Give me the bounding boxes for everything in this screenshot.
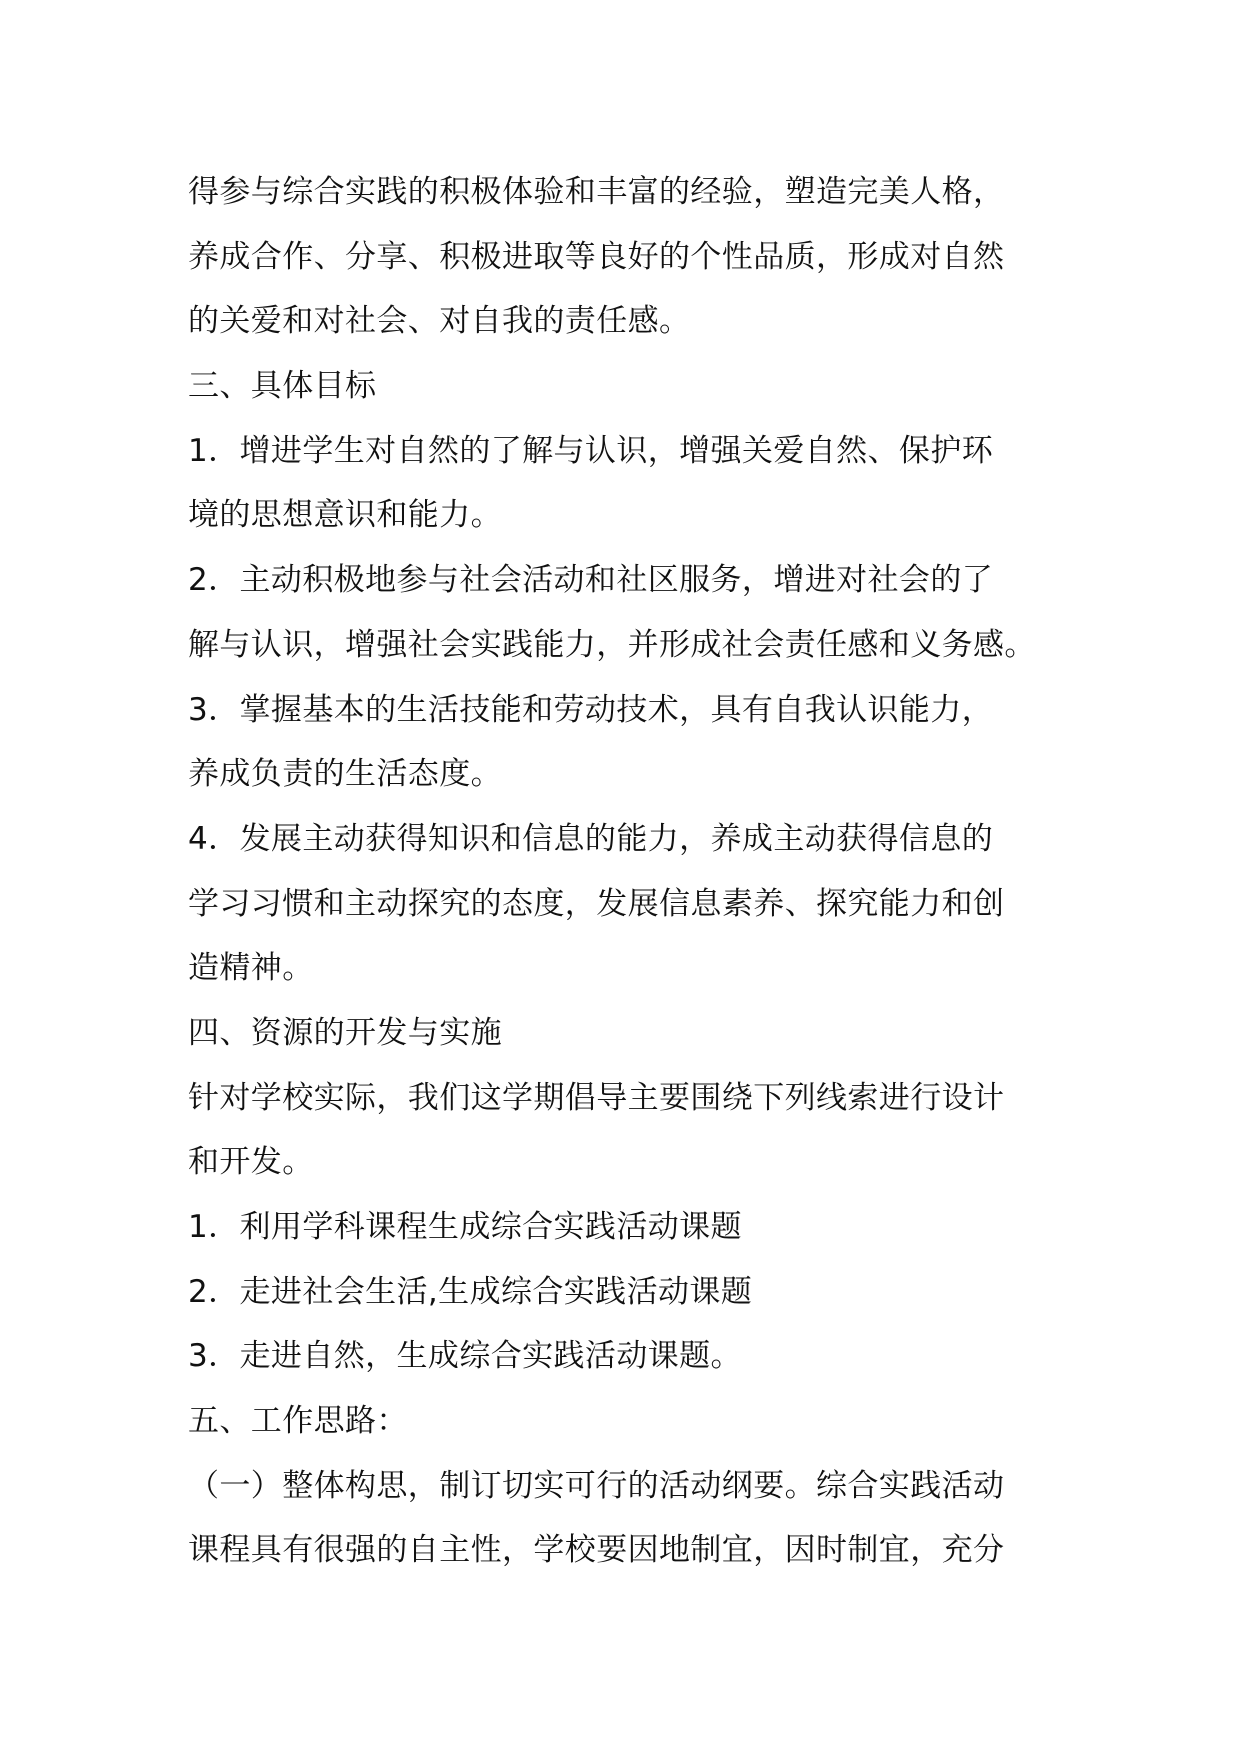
text-line: 造精神。 [188,950,314,987]
text-line: 2．主动积极地参与社会活动和社区服务，增进对社会的了 [188,562,994,599]
section-heading: 三、具体目标 [188,368,377,405]
text-line: 3．走进自然，生成综合实践活动课题。 [188,1338,742,1375]
section-heading: 四、资源的开发与实施 [188,1014,502,1051]
text-line: 和开发。 [188,1144,314,1181]
text-line: 课程具有很强的自主性，学校要因地制宜，因时制宜，充分 [188,1532,1005,1569]
text-line: 养成合作、分享、积极进取等良好的个性品质，形成对自然 [188,238,1005,275]
text-line: 得参与综合实践的积极体验和丰富的经验，塑造完美人格， [188,174,1005,210]
text-line: 1．利用学科课程生成综合实践活动课题 [188,1209,742,1245]
text-line: 养成负责的生活态度。 [188,756,502,793]
section-heading: 五、工作思路： [188,1403,408,1440]
text-line: 针对学校实际，我们这学期倡导主要围绕下列线索进行设计 [188,1079,1005,1116]
text-line: 3．掌握基本的生活技能和劳动技术，具有自我认识能力， [188,691,994,728]
text-line: 2．走进社会生活,生成综合实践活动课题 [188,1273,753,1310]
text-line: 学习习惯和主动探究的态度，发展信息素养、探究能力和创 [188,885,1005,922]
text-line: 4．发展主动获得知识和信息的能力，养成主动获得信息的 [188,820,994,857]
text-line: 1．增进学生对自然的了解与认识，增强关爱自然、保护环 [188,432,994,469]
text-line: 解与认识，增强社会实践能力，并形成社会责任感和义务感。 [188,626,1036,663]
text-line: （一）整体构思，制订切实可行的活动纲要。综合实践活动 [188,1467,1005,1504]
text-line: 的关爱和对社会、对自我的责任感。 [188,303,691,340]
text-line: 境的思想意识和能力。 [188,497,502,534]
document-body [188,160,1068,1583]
